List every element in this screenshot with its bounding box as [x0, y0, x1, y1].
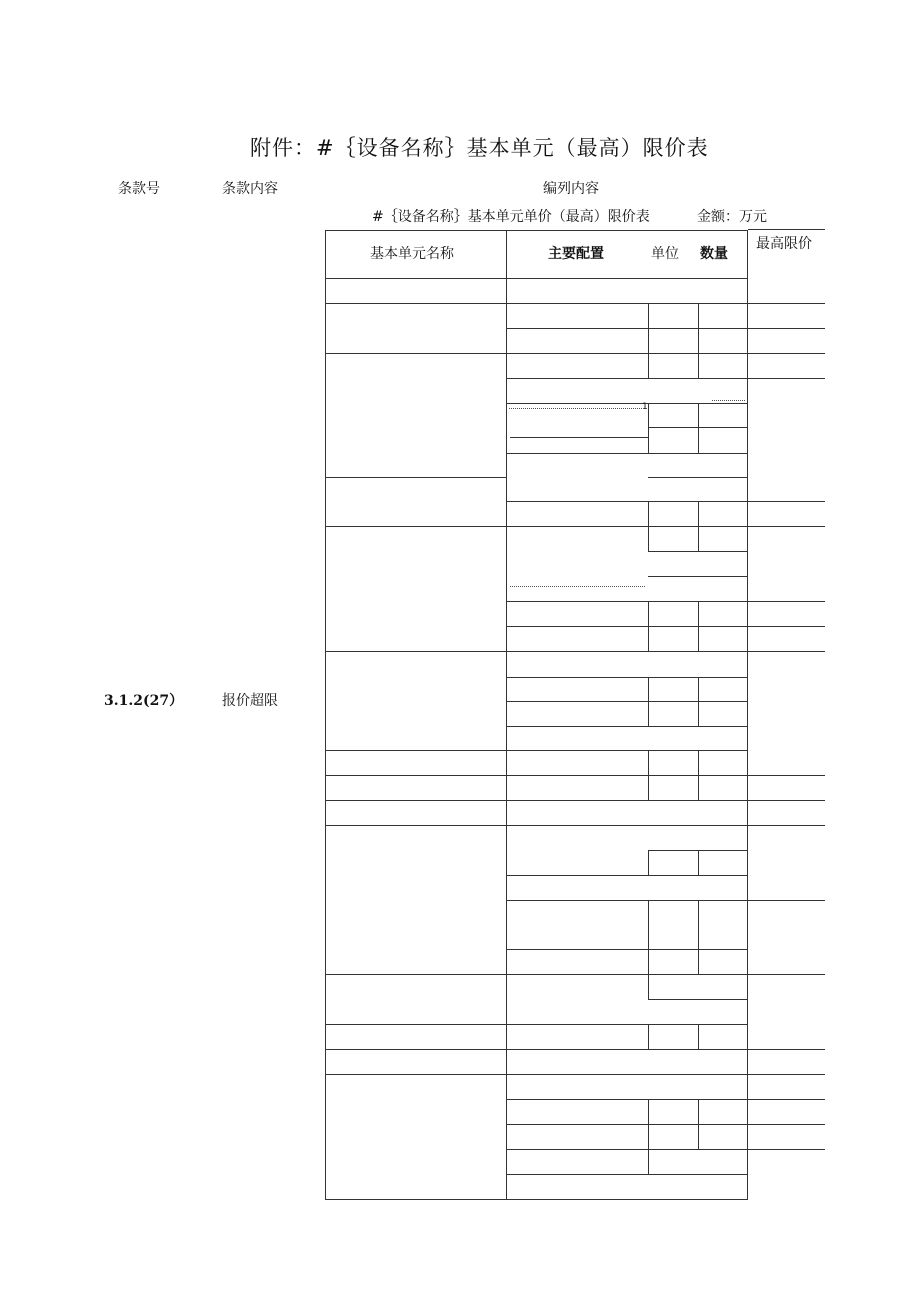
- column-header-quantity: 数量: [700, 246, 728, 262]
- clause-text: 报价超限: [222, 693, 278, 709]
- header-clause-number: 条款号: [118, 181, 160, 197]
- column-header-name: 基本单元名称: [370, 246, 454, 262]
- footnote-mark: 1: [642, 402, 648, 412]
- column-header-config: 主要配置: [548, 246, 604, 262]
- table-subtitle: #｛设备名称｝基本单元单价（最高）限价表: [372, 209, 650, 225]
- amount-unit-label: 金额：万元: [697, 209, 767, 225]
- header-compiled-content: 编列内容: [543, 181, 599, 197]
- document-title: 附件：#｛设备名称｝基本单元（最高）限价表: [250, 136, 709, 160]
- header-clause-content: 条款内容: [222, 181, 278, 197]
- column-header-unit: 单位: [651, 246, 679, 262]
- column-header-max-price: 最高限价: [756, 236, 812, 252]
- clause-number: 3.1.2(27）: [104, 693, 184, 709]
